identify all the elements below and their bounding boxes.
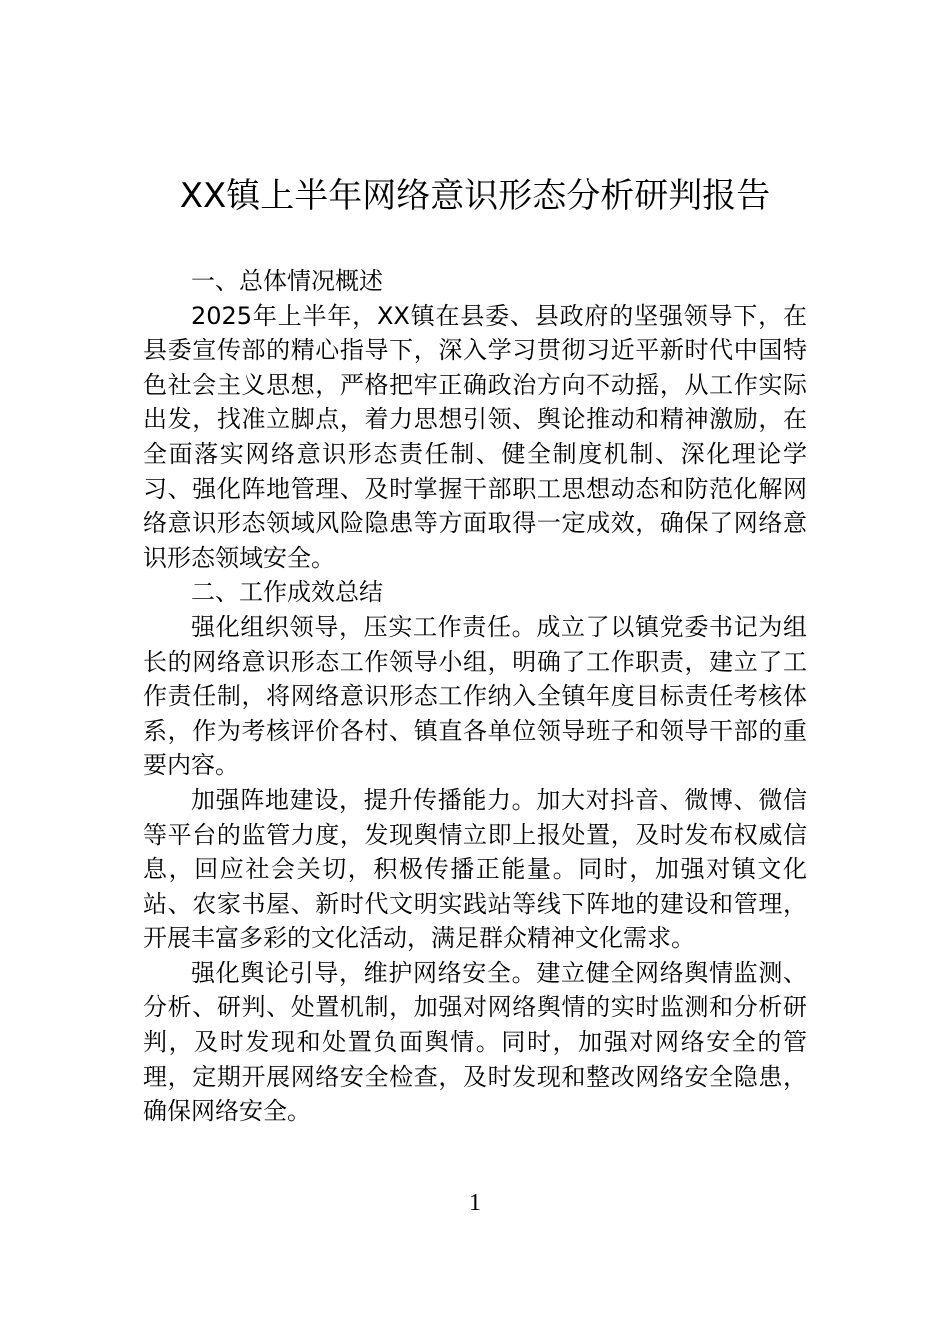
document-title: XX镇上半年网络意识形态分析研判报告 (179, 176, 771, 216)
section-heading-overview: 一、总体情况概述 (191, 267, 383, 295)
paragraph-organization: 强化组织领导，压实工作责任。成立了以镇党委书记为组长的网络意识形态工作领导小组，明确了工作职责，建立了工作责任制，将网络意识形态工作纳入全镇年度目标责任考核体系，作为考核评价各村、镇直各单位领导班子和领导干部的重要内容。 (143, 612, 807, 780)
document-body (143, 264, 807, 1129)
paragraph-overview: 2025年上半年，XX镇在县委、县政府的坚强领导下，在县委宣传部的精心指导下，深入学习贯彻习近平新时代中国特色社会主义思想，严格把牢正确政治方向不动摇，从工作实际出发，找准立脚点，着力思想引领、舆论推动和精神激励，在全面落实网络意识形态责任制、健全制度机制、深化理论学习、强化阵地管理、及时掌握干部职工思想动态和防范化解网络意识形态领域风险隐患等方面取得一定成效，确保了网络意识形态领域安全。 (143, 301, 807, 572)
paragraph-platform: 加强阵地建设，提升传播能力。加大对抖音、微博、微信等平台的监管力度，发现舆情立即上报处置，及时发布权威信息，回应社会关切，积极传播正能量。同时，加强对镇文化站、农家书屋、新时代文明实践站等线下阵地的建设和管理，开展丰富多彩的文化活动，满足群众精神文化需求。 (143, 785, 807, 953)
section-heading-results: 二、工作成效总结 (191, 578, 383, 607)
paragraph-opinion: 强化舆论引导，维护网络安全。建立健全网络舆情监测、分析、研判、处置机制，加强对网络舆情的实时监测和分析研判，及时发现和处置负面舆情。同时，加强对网络安全的管理，定期开展网络安全检查，及时发现和整改网络安全隐患，确保网络安全。 (143, 958, 807, 1126)
page-number: 1 (469, 1190, 481, 1216)
